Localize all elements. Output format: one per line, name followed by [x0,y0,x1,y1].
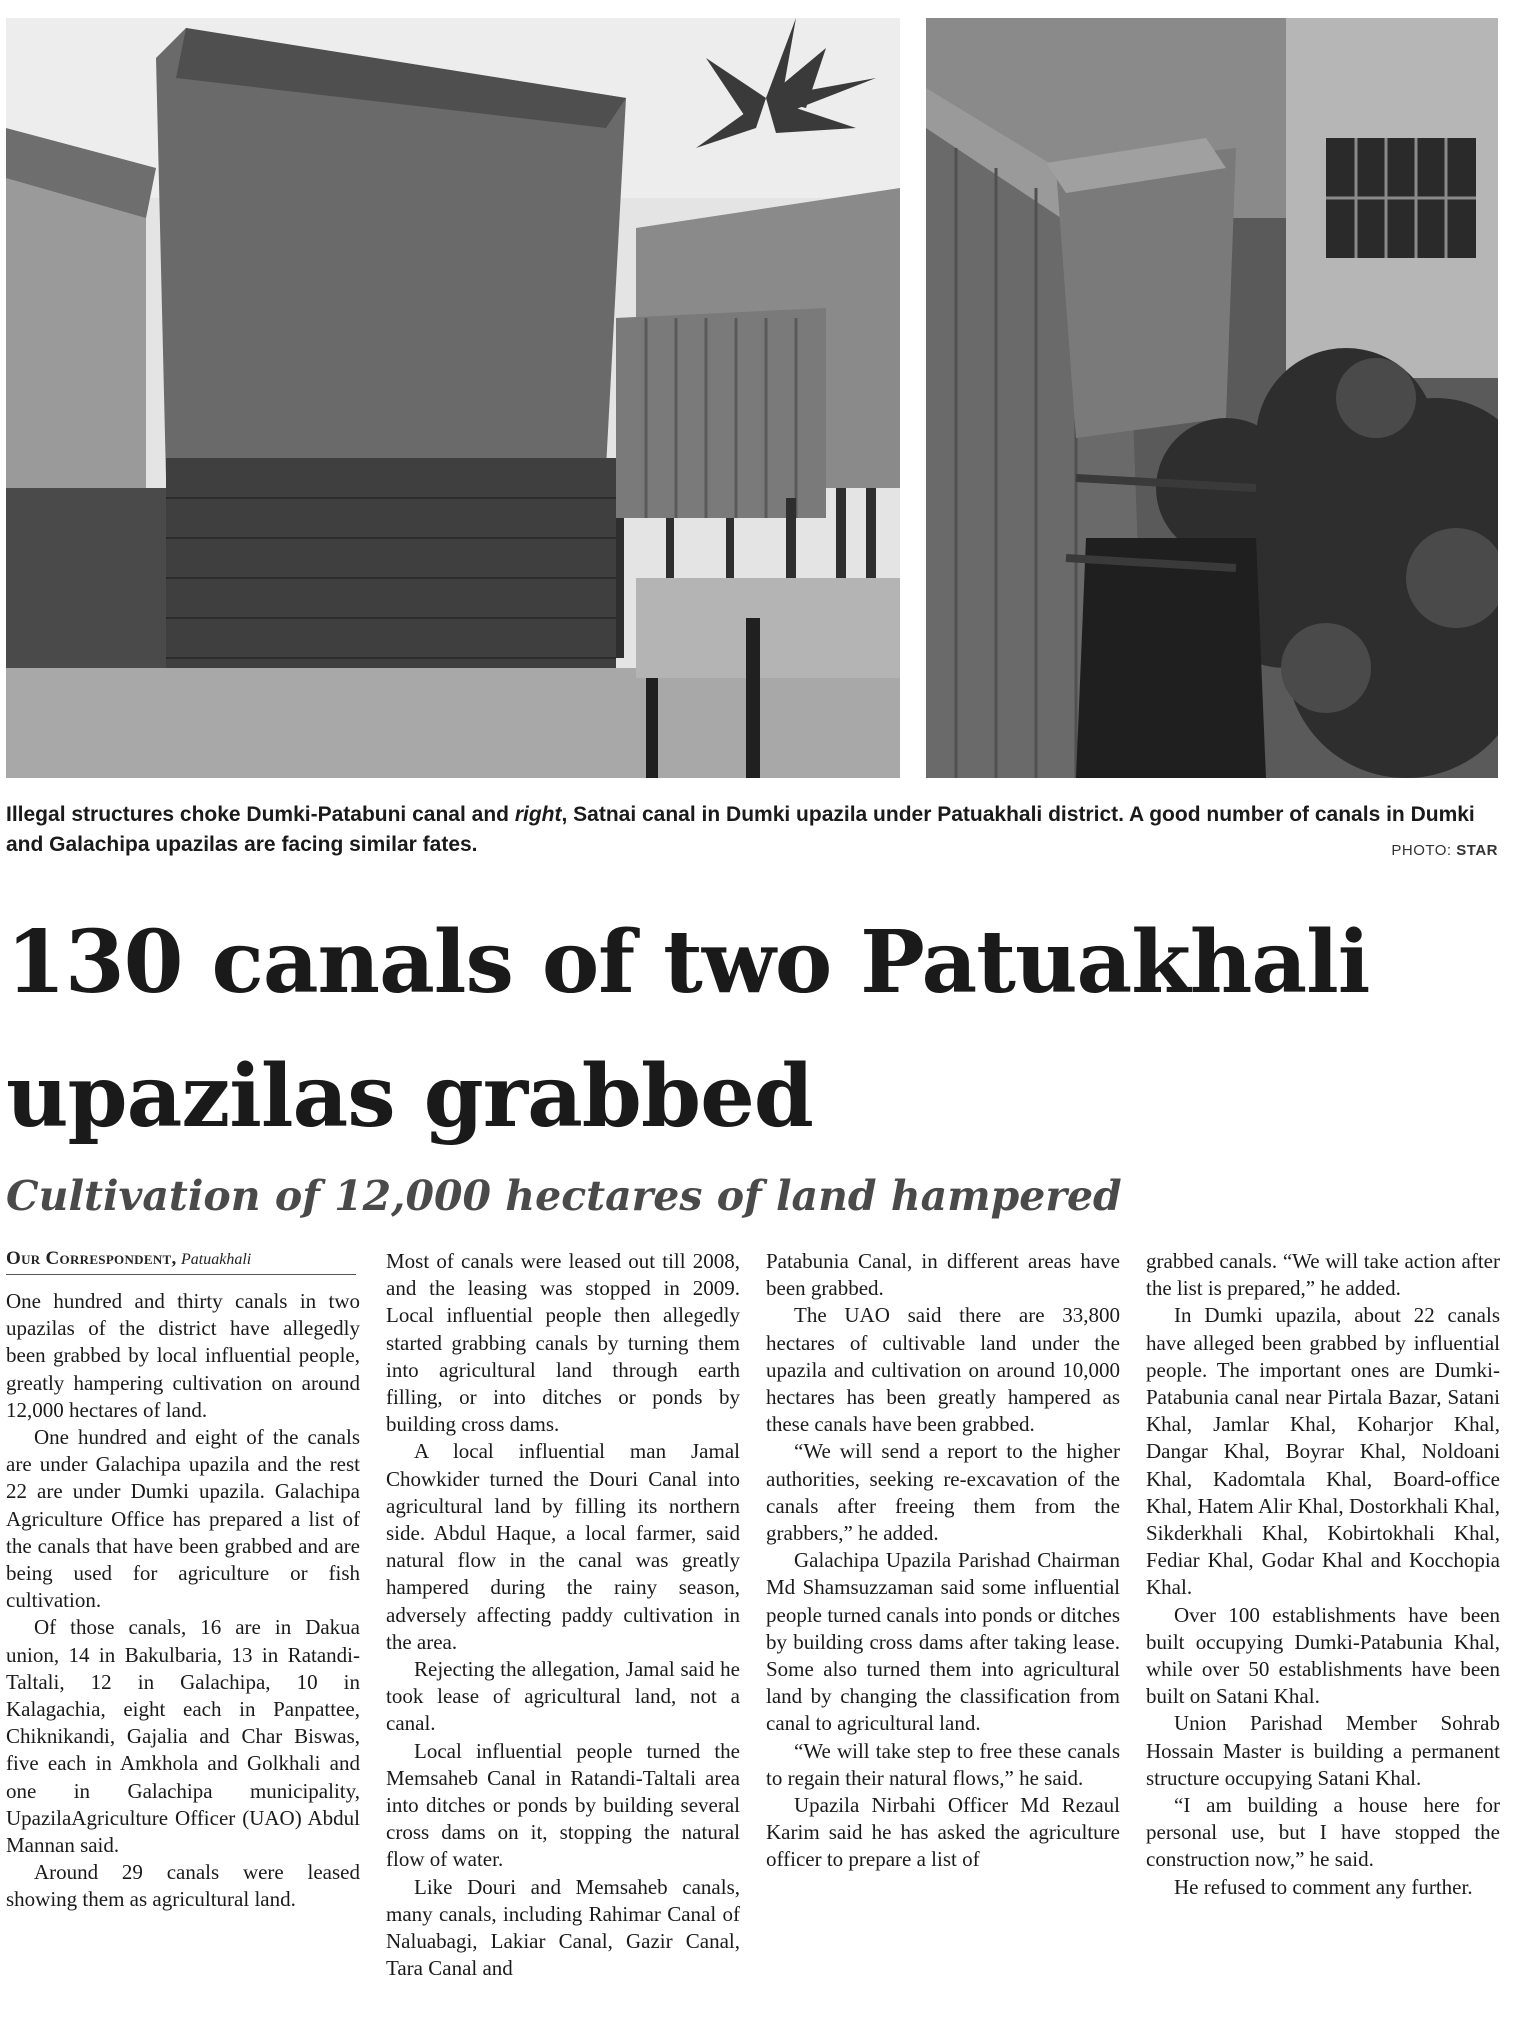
paragraph: A local influential man Jamal Chowkider turned the Douri Canal into agricultural land by filling its northern side. Abdul Haque, a local farmer, said natural flow in the canal was greatly hampered during the rainy season, adversely affecting paddy cultivation in the area. [386,1439,740,1654]
headline: 130 canals of two Patuakhali upazilas grabbed [6,912,1370,1147]
paragraph: “We will take step to free these canals to regain their natural flows,” he said. [766,1738,1120,1790]
article-column-1 [6,1288,360,1914]
paragraph: Around 29 canals were leased showing them as agricultural land. [6,1860,360,1912]
article-column-2 [386,1248,740,1982]
caption-text-1: Illegal structures choke Dumki-Patabuni canal and [6,803,515,826]
satnai-canal-photo [926,18,1498,778]
article-column-3 [766,1248,1120,1874]
photo-dumki-patabuni-canal [6,18,900,778]
article-column-4 [1146,1248,1500,1901]
paragraph: Most of canals were leased out till 2008, and the leasing was stopped in 2009. Local influential people then allegedly started grabbing canals by turning them into agricultural land through earth filling, or into ditches or ponds by building cross dams. [386,1249,740,1437]
paragraph: Patabunia Canal, in different areas have been grabbed. [766,1249,1120,1301]
paragraph: In Dumki upazila, about 22 canals have alleged been grabbed by influential people. The important ones are Dumki-Patabunia canal near Pirtala Bazar, Satani Khal, Jamlar Khal, Koharjor Khal, Dangar Khal, Boyrar Khal, Noldoani Khal, Kadomtala Khal, Board-office Khal, Hatem Alir Khal, Dostorkhali Khal, Sikderkhali Khal, Kobirtokhali Khal, Fediar Khal, Godar Khal and Kocchopia Khal. [1146,1303,1500,1600]
paragraph: Union Parishad Member Sohrab Hossain Master is building a permanent structure occupying Satani Khal. [1146,1711,1500,1790]
paragraph: “I am building a house here for personal use, but I have stopped the construction now,” he said. [1146,1793,1500,1872]
paragraph: grabbed canals. “We will take action after the list is prepared,” he added. [1146,1249,1500,1301]
paragraph: Like Douri and Memsaheb canals, many canals, including Rahimar Canal of Naluabagi, Lakiar Canal, Gazir Canal, Tara Canal and [386,1874,740,1981]
paragraph: He refused to comment any further. [1174,1874,1473,1899]
caption-italic: right [514,803,562,826]
paragraph: Galachipa Upazila Parishad Chairman Md Shamsuzzaman said some influential people turned canals into ponds or ditches by building cross dams after taking lease. Some also turned them into agricultural land by changing the classification from canal to agricultural land. [766,1548,1120,1736]
byline-place: Patuakhali [181,1251,252,1268]
paragraph: One hundred and thirty canals in two upazilas of the district have allegedly been grabbed by local influential people, greatly hampering cultivation on around 12,000 hectares of land. [6,1289,360,1422]
photo-satnai-canal [926,18,1498,778]
canal-structures-photo [6,18,900,778]
photo-credit [1391,842,1498,859]
paragraph: Upazila Nirbahi Officer Md Rezaul Karim said he has asked the agriculture officer to prepare a list of [766,1793,1120,1872]
credit-label: PHOTO: [1391,842,1457,859]
credit-source: STAR [1456,842,1498,859]
byline [6,1248,356,1275]
subhead: Cultivation of 12,000 hectares of land hampered [6,1172,1122,1220]
paragraph: The UAO said there are 33,800 hectares of cultivable land under the upazila and cultivation on around 10,000 hectares has been greatly hampered as these canals have been grabbed. [766,1303,1120,1437]
paragraph: Rejecting the allegation, Jamal said he took lease of agricultural land, not a canal. [386,1657,740,1736]
paragraph: Over 100 establishments have been built occupying Dumki-Patabunia Khal, while over 50 establishments have been built on Satani Khal. [1146,1602,1500,1709]
paragraph: One hundred and eight of the canals are under Galachipa upazila and the rest 22 are under Dumki upazila. Galachipa Agriculture Office has prepared a list of the canals that have been grabbed and are being used for agriculture or fish cultivation. [6,1425,360,1613]
paragraph: Local influential people turned the Memsaheb Canal in Ratandi-Taltali area into ditches or ponds by building several cross dams on it, stopping the natural flow of water. [386,1738,740,1872]
paragraph: Of those canals, 16 are in Dakua union, 14 in Bakulbaria, 13 in Ratandi-Taltali, 12 in Galachipa, 10 in Kalagachia, eight each in Panpattee, Chiknikandi, Gajalia and Char Biswas, five each in Amkhola and Golkhali and one in Galachipa municipality, UpazilaAgriculture Officer (UAO) Abdul Mannan said. [6,1615,360,1858]
caption-text-2: , Satnai canal in Dumki upazila under Patuakhali district. A good number of canals in Dumki and Galachipa upazilas are facing similar fates. [6,803,1475,856]
photo-caption [6,800,1496,860]
paragraph: “We will send a report to the higher authorities, seeking re-excavation of the canals after freeing them from the grabbers,” he added. [766,1439,1120,1546]
byline-name: Our Correspondent, [6,1248,177,1269]
